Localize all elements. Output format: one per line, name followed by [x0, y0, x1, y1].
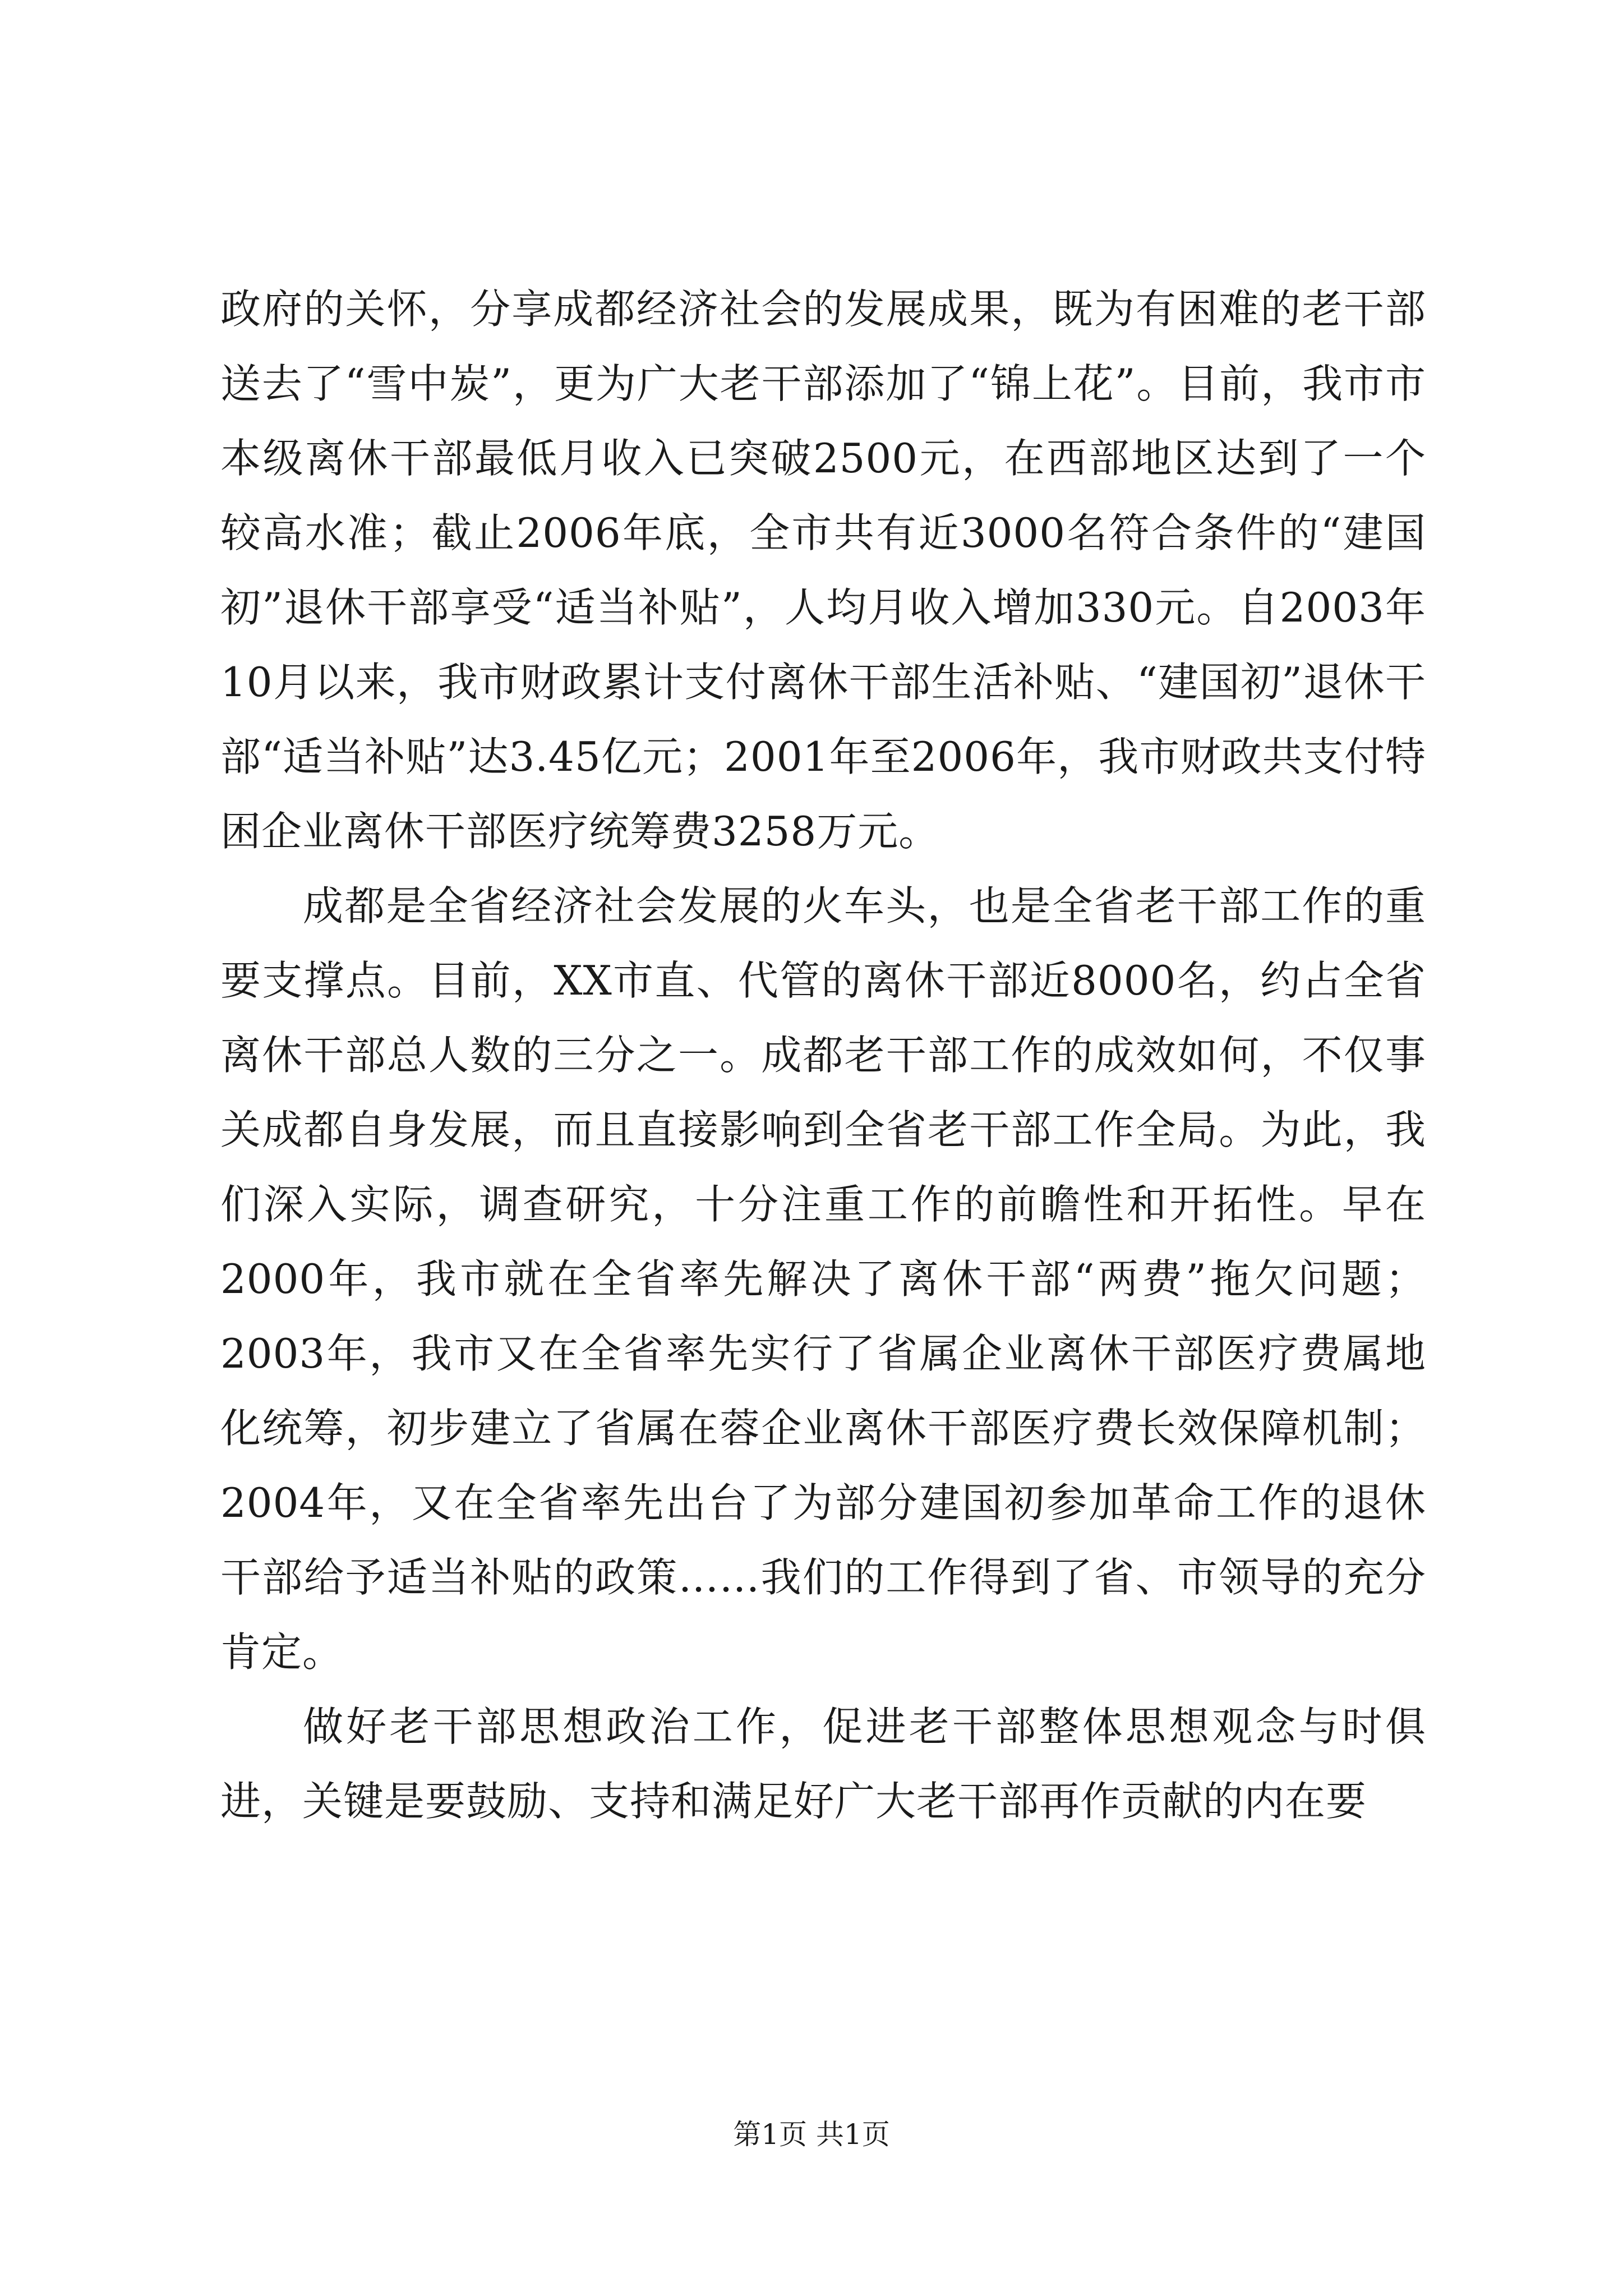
- page-footer: 第1页 共1页: [733, 2118, 890, 2151]
- paragraph-2: 成都是全省经济社会发展的火车头，也是全省老干部工作的重要支撑点。目前，XX市直、代管的离休干部近8000名，约占全省离休干部总人数的三分之一。成都老干部工作的成效如何，不仅事关成都自身发展，而且直接影响到全省老干部工作全局。为此，我们深入实际，调查研究，十分注重工作的前瞻性和开拓性。早在2000年，我市就在全省率先解决了离休干部“两费”拖欠问题；2003年，我市又在全省率先实行了省属企业离休干部医疗费属地化统筹，初步建立了省属在蓉企业离休干部医疗费长效保障机制；2004年，又在全省率先出台了为部分建国初参加革命工作的退休干部给予适当补贴的政策……我们的工作得到了省、市领导的充分肯定。: [220, 882, 1426, 1676]
- document-body: [220, 272, 1426, 1839]
- paragraph-1: 政府的关怀，分享成都经济社会的发展成果，既为有困难的老干部送去了“雪中炭”，更为广大老干部添加了“锦上花”。目前，我市市本级离休干部最低月收入已突破2500元，在西部地区达到了一个较高水准；截止2006年底，全市共有近3000名符合条件的“建国初”退休干部享受“适当补贴”，人均月收入增加330元。自2003年10月以来，我市财政累计支付离休干部生活补贴、“建国初”退休干部“适当补贴”达3.45亿元；2001年至2006年，我市财政共支付特困企业离休干部医疗统筹费3258万元。: [220, 286, 1426, 855]
- paragraph-3: 做好老干部思想政治工作，促进老干部整体思想观念与时俱进，关键是要鼓励、支持和满足好广大老干部再作贡献的内在要: [220, 1703, 1426, 1825]
